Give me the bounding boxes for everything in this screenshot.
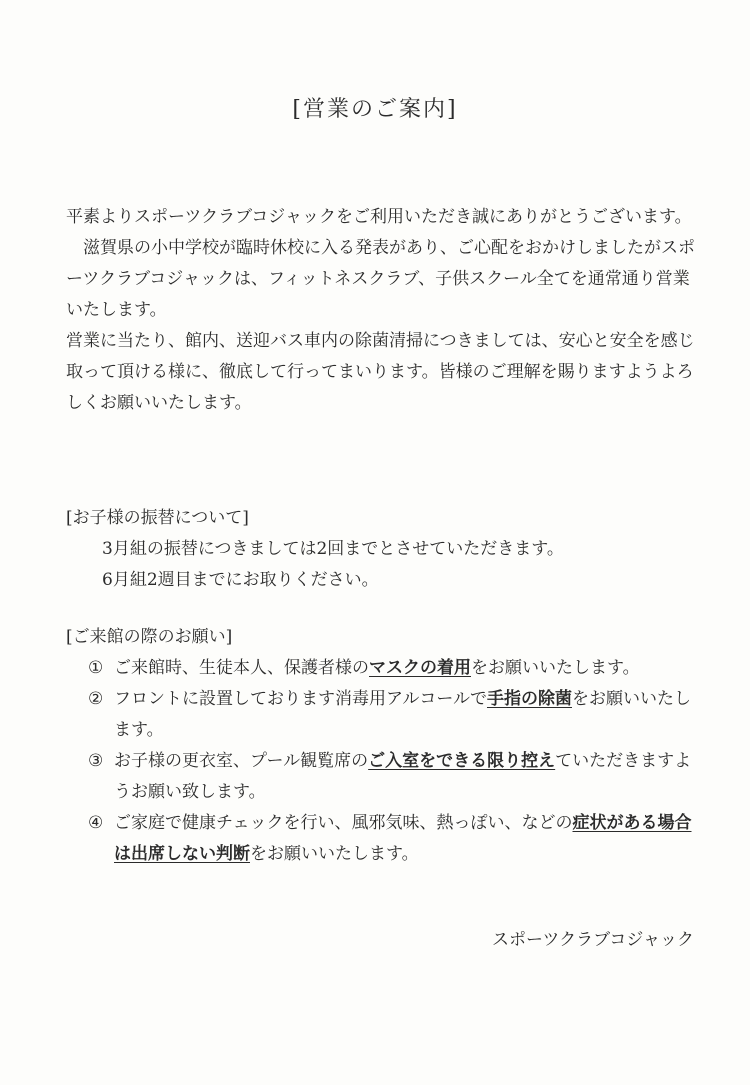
- list-item: [66, 746, 706, 808]
- intro-text: [66, 202, 706, 419]
- list-text-post: をお願いいたします。: [114, 689, 691, 740]
- list-text-emphasis: ご入室をできる限り控え: [368, 751, 556, 771]
- intro-paragraph-1: 平素よりスポーツクラブコジャックをご利用いただき誠にありがとうございます。: [66, 207, 692, 227]
- list-number: ③: [88, 751, 104, 771]
- list-item: [66, 684, 706, 746]
- organization-signature: スポーツクラブコジャック: [492, 930, 694, 950]
- visit-requests-heading: [ご来館の際のお願い]: [66, 627, 233, 647]
- page-title: [営業のご案内]: [292, 97, 458, 122]
- list-text-post: をお願いいたします。: [471, 658, 640, 678]
- list-number: ①: [88, 658, 104, 678]
- makeup-lessons-section: [66, 503, 706, 596]
- list-item: [66, 808, 706, 870]
- list-text: [114, 653, 706, 684]
- list-text-post: をお願いいたします。: [250, 844, 419, 864]
- list-text-pre: ご来館時、生徒本人、保護者様の: [114, 658, 369, 678]
- list-text-post: ていただきますようお願い致します。: [114, 751, 692, 802]
- list-text-pre: お子様の更衣室、プール観覧席の: [114, 751, 369, 771]
- intro-paragraph-3: 営業に当たり、館内、送迎バス車内の除菌清掃につきましては、安心と安全を感じ取って頂ける様に、徹底して行ってまいります。皆様のご理解を賜りますようよろしくお願いいたします。: [66, 331, 695, 413]
- list-text: [114, 684, 706, 746]
- list-text-emphasis: 症状がある場合は出席しない判断: [114, 813, 692, 864]
- list-number: ②: [88, 689, 104, 709]
- list-text-pre: ご家庭で健康チェックを行い、風邪気味、熱っぽい、などの: [114, 813, 573, 833]
- list-text-emphasis: 手指の除菌: [486, 689, 572, 709]
- list-item: [66, 653, 706, 684]
- list-text: [114, 808, 706, 870]
- makeup-lessons-heading: [お子様の振替について]: [66, 508, 249, 528]
- makeup-lessons-line-1: 3月組の振替につきましては2回までとさせていただきます。: [102, 539, 564, 559]
- list-text-pre: フロントに設置しております消毒用アルコールで: [114, 689, 487, 709]
- list-text: [114, 746, 706, 808]
- intro-paragraph-2: 滋賀県の小中学校が臨時休校に入る発表があり、ご心配をおかけしましたがスポーツクラブコジャックは、フィットネスクラブ、子供スクール全てを通常通り営業いたします。: [66, 238, 695, 320]
- makeup-lessons-line-2: 6月組2週目までにお取りください。: [102, 570, 379, 590]
- visit-requests-section: [66, 622, 706, 870]
- list-number: ④: [88, 813, 104, 833]
- list-text-emphasis: マスクの着用: [369, 658, 471, 678]
